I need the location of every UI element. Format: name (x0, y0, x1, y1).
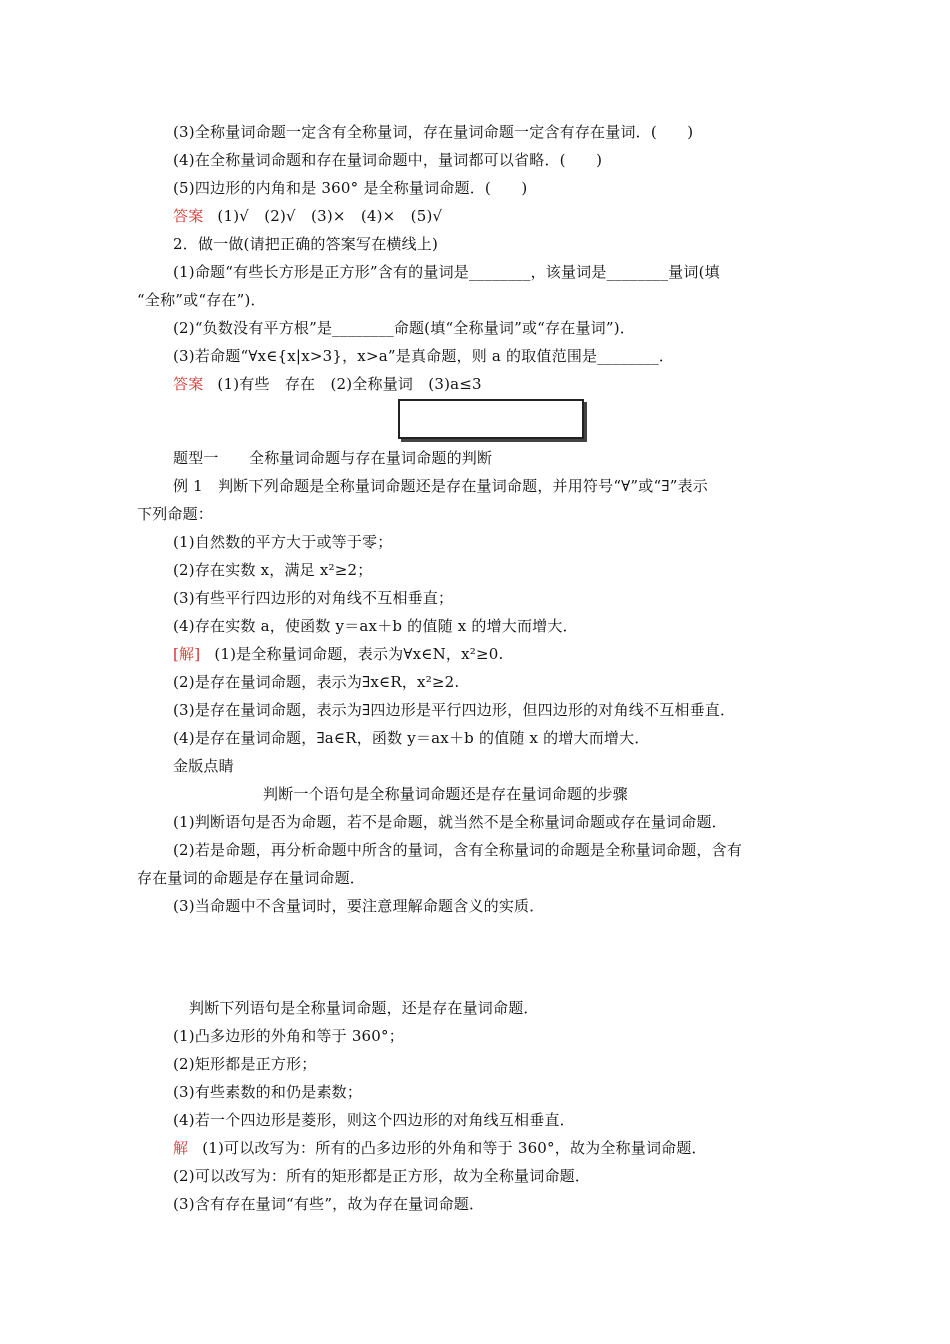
answer-text: (1)√ (2)√ (3)× (4)× (5)√ (217, 207, 443, 225)
topic-heading: 题型一 全称量词命题与存在量词命题的判断 (173, 449, 493, 467)
tips-step-2-cont: 存在量词的命题是存在量词命题． (137, 869, 366, 887)
item-4-judgment: (4)在全称量词命题和存在量词命题中，量词都可以省略．( ) (173, 151, 603, 169)
exercise-q1-cont: “全称”或“存在”)． (137, 291, 266, 309)
item-3-judgment: (3)全称量词命题一定含有全称量词，存在量词命题一定含有存在量词．( ) (173, 123, 694, 141)
exercise-q2: (2)“负数没有平方根”是________命题(填“全称量词”或“存在量词”)． (173, 319, 635, 337)
example-1: 例 1 判断下列命题是全称量词命题还是存在量词命题，并用符号“∀”或“∃”表示 (173, 477, 708, 495)
answer-line-1 (173, 206, 442, 226)
solution-text: (1)是全称量词命题，表示为∀x∈N，x²≥0. (214, 645, 504, 663)
practice-solution-2: (2)可以改写为：所有的矩形都是正方形，故为全称量词命题． (173, 1167, 591, 1185)
practice-prompt: 判断下列语句是全称量词命题，还是存在量词命题． (189, 999, 539, 1017)
tips-step-1: (1)判断语句是否为命题，若不是命题，就当然不是全称量词命题或存在量词命题． (173, 813, 727, 831)
solution-line-3: (3)是存在量词命题，表示为∃四边形是平行四边形，但四边形的对角线不互相垂直． (173, 701, 736, 719)
example-item-1: (1)自然数的平方大于或等于零； (173, 533, 393, 551)
solution-tag: 解 (173, 1139, 189, 1157)
solution-line-2: (2)是存在量词命题，表示为∃x∈R，x²≥2. (173, 673, 460, 691)
section-banner (398, 399, 584, 439)
exercise-q3: (3)若命题“∀x∈{x|x>3}，x>a”是真命题，则 a 的取值范围是________． (173, 347, 675, 365)
practice-item-2: (2)矩形都是正方形； (173, 1055, 317, 1073)
exercise-heading: 2．做一做(请把正确的答案写在横线上) (173, 235, 439, 253)
example-item-4: (4)存在实数 a，使函数 y＝ax＋b 的值随 x 的增大而增大． (173, 617, 578, 635)
tips-step-3: (3)当命题中不含量词时，要注意理解命题含义的实质． (173, 897, 545, 915)
example-item-2: (2)存在实数 x，满足 x²≥2； (173, 561, 373, 579)
tips-step-2: (2)若是命题，再分析命题中所含的量词，含有全称量词的命题是全称量词命题，含有 (173, 841, 743, 859)
practice-solution-1 (173, 1138, 707, 1158)
solution-tag: [解] (173, 645, 201, 663)
practice-item-4: (4)若一个四边形是菱形，则这个四边形的对角线互相垂直． (173, 1111, 575, 1129)
answer-tag: 答案 (173, 207, 204, 225)
solution-line-1 (173, 644, 503, 664)
tips-title: 判断一个语句是全称量词命题还是存在量词命题的步骤 (263, 785, 628, 803)
exercise-q1: (1)命题“有些长方形是正方形”含有的量词是________，该量词是________量词(填 (173, 263, 720, 281)
practice-solution-3: (3)含有存在量词“有些”，故为存在量词命题． (173, 1195, 485, 1213)
practice-item-1: (1)凸多边形的外角和等于 360°； (173, 1027, 404, 1045)
item-5-judgment: (5)四边形的内角和是 360° 是全称量词命题．( ) (173, 179, 528, 197)
example-1-cont: 下列命题： (137, 505, 214, 523)
answer-line-2 (173, 374, 482, 394)
answer-text: (1)有些 存在 (2)全称量词 (3)a≤3 (217, 375, 482, 393)
practice-item-3: (3)有些素数的和仍是素数； (173, 1083, 363, 1101)
solution-text: (1)可以改写为：所有的凸多边形的外角和等于 360°，故为全称量词命题． (202, 1139, 707, 1157)
tips-heading: 金版点睛 (173, 757, 234, 775)
example-item-3: (3)有些平行四边形的对角线不互相垂直； (173, 589, 454, 607)
answer-tag: 答案 (173, 375, 204, 393)
solution-line-4: (4)是存在量词命题，∃a∈R，函数 y＝ax＋b 的值随 x 的增大而增大． (173, 729, 650, 747)
